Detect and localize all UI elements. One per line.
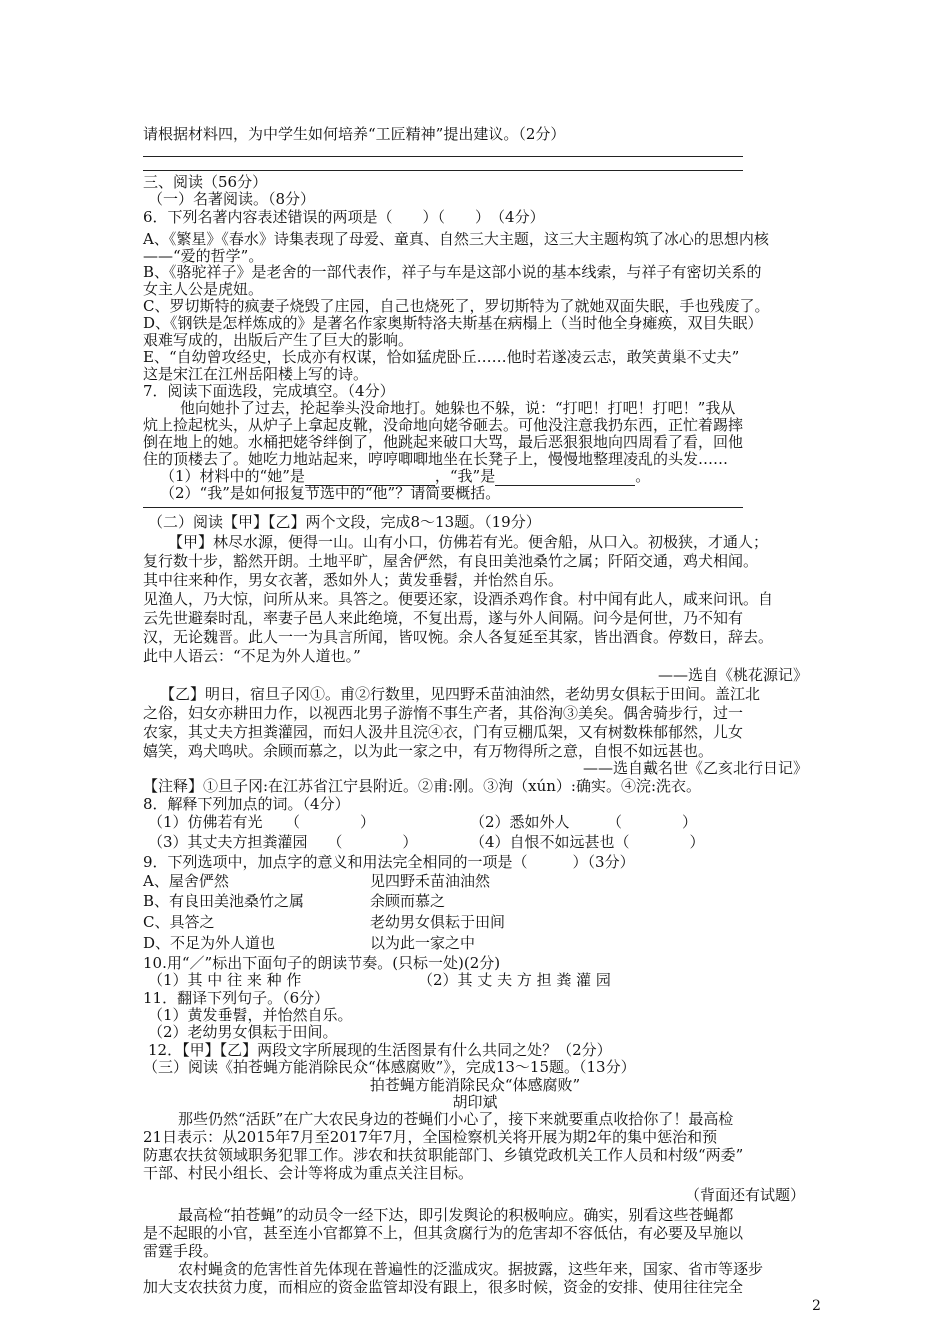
passage-jia-line: 云先世避秦时乱，率妻子邑人来此绝境，不复出焉，遂与外人间隔。问今是何世，乃不知有 [143, 609, 744, 627]
option-d-left: D、不足为外人道也 [143, 934, 276, 952]
section-heading: 三、阅读（56分） [143, 173, 268, 191]
article-line: 雷霆手段。 [143, 1242, 219, 1260]
page-number: 2 [812, 1298, 821, 1314]
subsection-heading: （一）名著阅读。（8分） [148, 190, 316, 208]
article-line: 农村蝇贪的危害性首先体现在普遍性的泛滥成灾。据披露，这些年来，国家、省市等逐步 [178, 1260, 764, 1278]
question-10-item: （1）其 中 往 来 种 作 [148, 971, 302, 989]
option-b-left: B、有良田美池桑竹之属 [143, 892, 305, 910]
option-e-cont: 这是宋江在江州岳阳楼上写的诗。 [143, 365, 369, 383]
passage-yi-line: 【乙】明日，宿旦子冈①。甫②行数里，见四野禾苗油油然，老幼男女俱耘于田间。盖江北 [160, 685, 761, 703]
option-c: C、罗切斯特的疯妻子烧毁了庄园，自己也烧死了，罗切斯特为了就她双面失眠，手也残废了。 [143, 297, 770, 315]
answer-line [143, 507, 743, 508]
passage-line: 炕上捡起枕头，从炉子上拿起皮靴，没命地向姥爷砸去。可他没注意我扔东西，正忙着踢摔 [143, 416, 744, 434]
option-b-right: 余顾而慕之 [370, 892, 446, 910]
question-10-item: （2）其 丈 夫 方 担 粪 灌 园 [418, 971, 611, 989]
option-c-right: 老幼男女俱耘于田间 [370, 913, 506, 931]
question-8: 8．解释下列加点的词。（4分） [143, 795, 350, 813]
answer-blank[interactable] [495, 470, 635, 486]
continued-note: （背面还有试题） [684, 1186, 805, 1204]
answer-line [143, 170, 743, 171]
question-11-item: （2）老幼男女俱耘于田间。 [148, 1023, 338, 1041]
question-7-2: （2）“我”是如何报复节选中的“他”？请简要概括。 [160, 484, 501, 502]
passage-line: 他向她扑了过去，抡起拳头没命地打。她躲也不躲，说：“打吧！打吧！打吧！”我从 [180, 399, 736, 417]
option-c-left: C、具答之 [143, 913, 215, 931]
subsection-heading: （二）阅读【甲】【乙】两个文段，完成8～13题。（19分） [148, 513, 541, 531]
article-line: 是不起眼的小官，甚至连小官都算不上，但其贪腐行为的危害却不容低估，有必要及早施以 [143, 1224, 744, 1242]
option-d-cont: 艰难写成的，出版后产生了巨大的影响。 [143, 331, 414, 349]
passage-jia-line: 复行数十步，豁然开朗。土地平旷，屋舍俨然，有良田美池桑竹之属；阡陌交通，鸡犬相闻。 [143, 552, 759, 570]
article-title: 拍苍蝇方能消除民众“体感腐败” [369, 1076, 581, 1094]
article-line: 干部、村民小组长、会计等将成为重点关注目标。 [143, 1164, 474, 1182]
option-a-right: 见四野禾苗油油然 [370, 872, 491, 890]
question-8-item: （2）悉如外人 （ ） [470, 813, 698, 831]
question-8-item: （1）仿佛若有光 （ ） [148, 813, 376, 831]
passage-jia-line: 汉，无论魏晋。此人一一为具言所闻，皆叹惋。余人各复延至其家，皆出酒食。停数日，辞去。 [143, 628, 774, 646]
question-suggestion: 请根据材料四，为中学生如何培养“工匠精神”提出建议。（2分） [143, 125, 566, 143]
passage-line: 住的顶楼去了。她吃力地站起来，哼哼唧唧地坐在长凳子上，慢慢地整理凌乱的头发…… [143, 450, 729, 468]
option-d: D、《钢铁是怎样炼成的》是著名作家奥斯特洛夫斯基在病榻上（当时他全身瘫痪，双目失眠） [143, 314, 763, 332]
article-line: 加大支农扶贫力度，而相应的资金监管却没有跟上，很多时候，资金的安排、使用往往完全 [143, 1278, 744, 1296]
passage-yi-line: 农家，其丈夫方担粪灌园，而妇人汲井且浣④衣，门有豆棚瓜架，又有树数株郁郁然，儿女 [143, 723, 744, 741]
question-11-item: （1）黄发垂髫，并怡然自乐。 [148, 1006, 353, 1024]
question-6: 6．下列名著内容表述错误的两项是（ ）（ ） （4分） [143, 208, 545, 226]
article-author: 胡印斌 [452, 1093, 498, 1111]
option-a-left: A、屋舍俨然 [143, 872, 229, 890]
option-e: E、“自幼曾攻经史，长成亦有权谋，恰如猛虎卧丘……他时若遂凌云志，敢笑黄巢不丈夫” [143, 348, 740, 366]
question-8-item: （3）其丈夫方担粪灌园 （ ） [148, 833, 418, 851]
option-d-right: 以为此一家之中 [370, 934, 476, 952]
question-9: 9．下列选项中，加点字的意义和用法完全相同的一项是（ ）（3分） [143, 853, 635, 871]
passage-jia-line: 见渔人，乃大惊，问所从来。具答之。便要还家，设酒杀鸡作食。村中闻有此人，咸来问讯。自 [143, 590, 774, 608]
passage-yi-line: 之俗，妇女亦耕田力作，以视西北男子游惰不事生产者，其俗洵③美矣。偶舍骑步行，过一 [143, 704, 744, 722]
article-line: 防惠农扶贫领域职务犯罪工作。涉农和扶贫职能部门、乡镇党政机关工作人员和村级“两委” [143, 1146, 744, 1164]
passage-yi-source: ——选自戴名世《乙亥北行日记》 [582, 759, 808, 777]
option-b: B、《骆驼祥子》是老舍的一部代表作，祥子与车是这部小说的基本线索，与祥子有密切关系的 [143, 263, 762, 281]
article-line: 21日表示：从2015年7月至2017年7月，全国检察机关将开展为期2年的集中惩治和预 [143, 1128, 718, 1146]
passage-yi-line: 嬉笑，鸡犬鸣吠。余顾而慕之，以为此一家之中，有万物得所之意，自恨不如远甚也。 [143, 742, 714, 760]
question-10: 10.用“／”标出下面句子的朗读节奏。(只标一处)(2分) [143, 954, 501, 972]
question-8-item: （4）自恨不如远甚也（ ） [470, 833, 705, 851]
q7-1-prompt: （1）材料中的“她”是 [160, 467, 305, 485]
passage-jia-line: 【甲】林尽水源，便得一山。山有小口，仿佛若有光。便舍船，从口入。初极狭，才通人； [168, 533, 769, 551]
question-12: 12．【甲】【乙】两段文字所展现的生活图景有什么共同之处？（2分） [148, 1041, 612, 1059]
option-b-cont: 女主人公是虎妞。 [143, 280, 264, 298]
subsection-heading: （三）阅读《拍苍蝇方能消除民众“体感腐败”》，完成13～15题。（13分） [143, 1058, 636, 1076]
option-a-cont: ——“爱的哲学”。 [143, 247, 264, 265]
passage-jia-source: ——选自《桃花源记》 [657, 666, 808, 684]
article-line: 最高检“拍苍蝇”的动员令一经下达，即引发舆论的积极响应。确实，别看这些苍蝇都 [178, 1206, 734, 1224]
article-line: 那些仍然“活跃”在广大农民身边的苍蝇们小心了，接下来就要重点收拾你了！最高检 [178, 1110, 734, 1128]
passage-line: 倒在地上的她。水桶把姥爷绊倒了，他跳起来破口大骂，最后恶狠狠地向四周看了看，回他 [143, 433, 744, 451]
passage-jia-line: 此中人语云：“不足为外人道也。” [143, 647, 361, 665]
answer-line [143, 156, 743, 157]
option-a: A、《繁星》《春水》诗集表现了母爱、童真、自然三大主题，这三大主题构筑了冰心的思想内核 [143, 230, 769, 248]
question-7: 7．阅读下面选段，完成填空。（4分） [143, 382, 395, 400]
passage-jia-line: 其中往来种作，男女衣著，悉如外人；黄发垂髫，并怡然自乐。 [143, 571, 564, 589]
annotation-note: 【注释】①旦子冈:在江苏省江宁县附近。②甫:刚。③洵（xún）:确实。④浣:洗衣。 [143, 777, 701, 795]
question-11: 11．翻译下列句子。（6分） [143, 989, 330, 1007]
q7-1-mid: ，“我”是 [434, 467, 496, 485]
q7-1-end: 。 [635, 467, 651, 485]
